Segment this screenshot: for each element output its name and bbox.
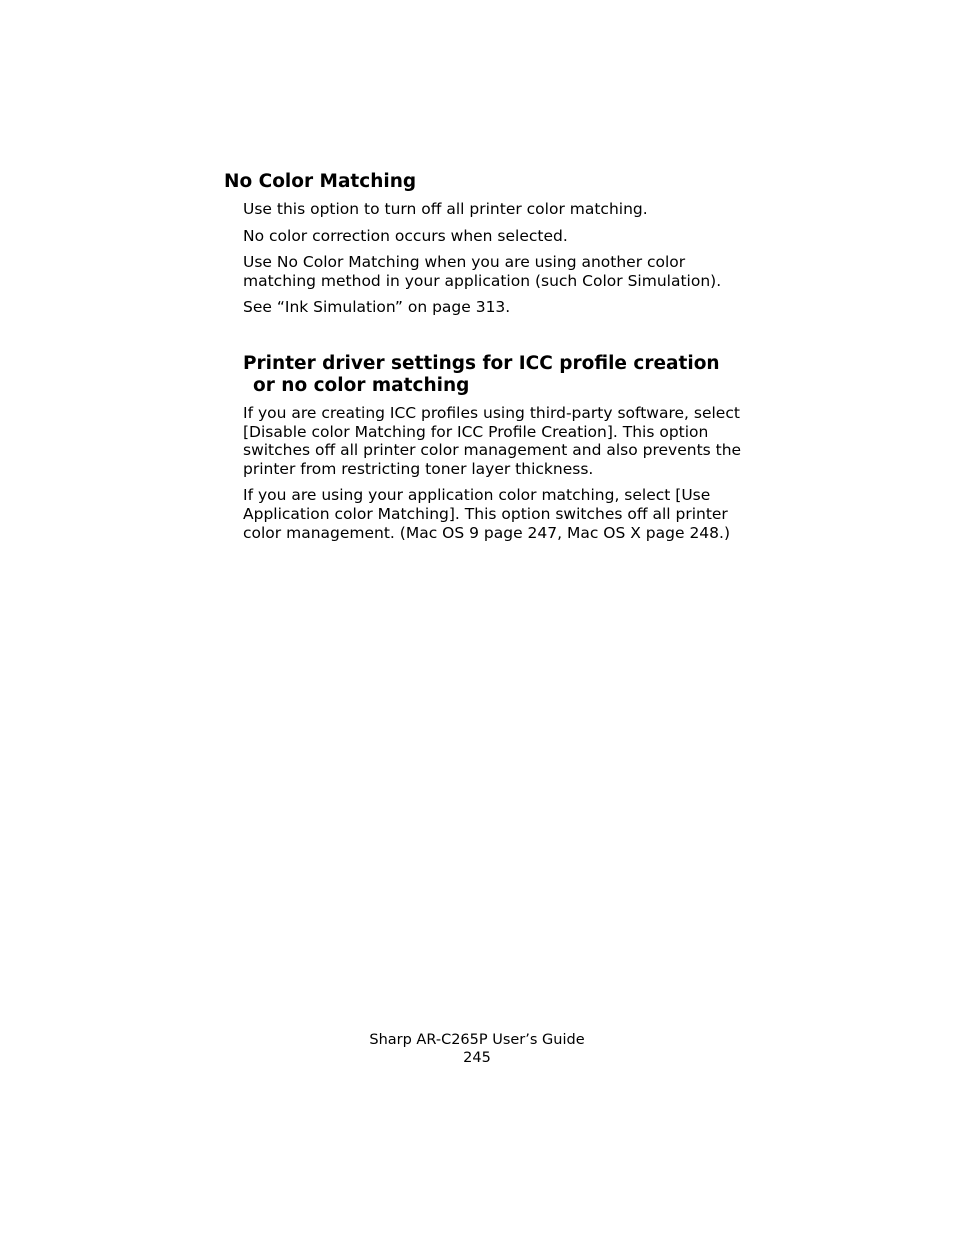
paragraph: If you are creating ICC profiles using third-party software, select [Disable color Matching for ICC Profile Creation]. This option switches off all printer color management and also prevents the printer from restricting toner layer thickness. bbox=[243, 404, 742, 478]
heading-line-2: or no color matching bbox=[253, 375, 470, 396]
footer-guide-title: Sharp AR-C265P User’s Guide bbox=[369, 1032, 585, 1048]
paragraph: Use this option to turn off all printer color matching. bbox=[243, 200, 648, 218]
paragraph: Use No Color Matching when you are using another color matching method in your application (such Color Simulation). bbox=[243, 253, 722, 290]
section-printer-driver-settings-body bbox=[243, 404, 743, 550]
heading-line-1: Printer driver settings for ICC profile creation bbox=[243, 353, 720, 374]
section-no-color-matching-body bbox=[243, 200, 743, 325]
paragraph: If you are using your application color matching, select [Use Application color Matching]. This option switches off all printer color management. (Mac OS 9 page 247, Mac OS X page 248.) bbox=[243, 486, 731, 542]
page-footer bbox=[0, 1032, 954, 1067]
paragraph: See “Ink Simulation” on page 313. bbox=[243, 298, 511, 317]
section-heading-no-color-matching: No Color Matching bbox=[224, 171, 417, 192]
paragraph: No color correction occurs when selected. bbox=[243, 226, 568, 245]
footer-page-number: 245 bbox=[463, 1049, 491, 1066]
section-heading-printer-driver-settings bbox=[243, 353, 763, 397]
